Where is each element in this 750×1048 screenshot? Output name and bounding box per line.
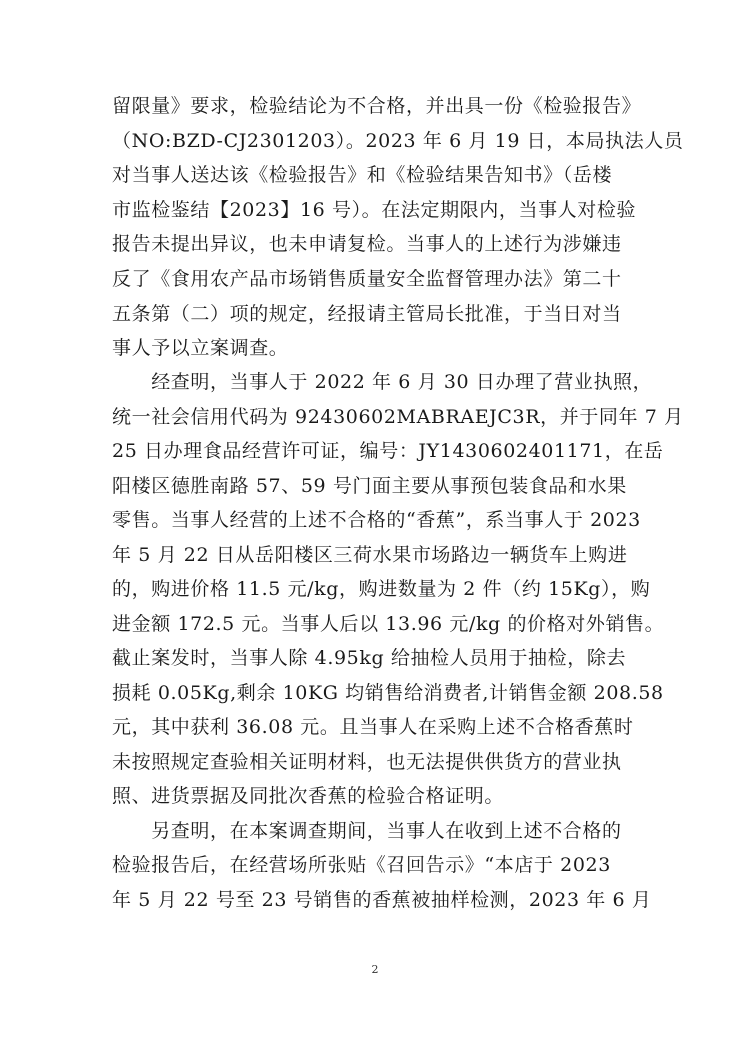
body-text-line: 截止案发时，当事人除 4.95kg 给抽检人员用于抽检，除去 [112,647,627,669]
body-text-line: 对当事人送达该《检验报告》和《检验结果告知书》（岳楼 [112,164,613,186]
page-number: 2 [371,963,379,976]
body-text-line: 照、进货票据及同批次香蕉的检验合格证明。 [112,785,505,807]
body-text-line: 阳楼区德胜南路 57、59 号门面主要从事预包装食品和水果 [112,475,627,497]
body-text-line: 年 5 月 22 号至 23 号销售的香蕉被抽样检测，2023 年 6 月 [112,889,652,911]
body-text-line: 的，购进价格 11.5 元/kg，购进数量为 2 件（约 15Kg），购 [112,578,651,600]
body-text-line: 另查明，在本案调查期间，当事人在收到上述不合格的 [112,820,622,842]
body-text-line: 统一社会信用代码为 92430602MABRAEJC3R，并于同年 7 月 [112,406,684,428]
body-text-line: （NO:BZD-CJ2301203）。2023 年 6 月 19 日，本局执法人员 [112,130,684,152]
body-text-line: 留限量》要求，检验结论为不合格，并出具一份《检验报告》 [112,95,642,117]
body-text-line: 25 日办理食品经营许可证，编号：JY14306024011​71，在岳 [112,440,664,462]
body-text-line: 年 5 月 22 日从岳阳楼区三荷水果市场路边一辆货车上购进 [112,544,628,566]
body-text-line: 报告未提出异议，也未申请复检。当事人的上述行为涉嫌违 [112,233,622,255]
body-text-line: 未按照规定查验相关证明材料，也无法提供供货方的营业执 [112,751,622,773]
body-text-line: 进金额 172.5 元。当事人后以 13.96 元/kg 的价格对外销售。 [112,613,665,635]
body-text-line: 市监检鉴结【2023】16 号）。在法定期限内，当事人对检验 [112,199,637,221]
body-text-line: 零售。当事人经营的上述不合格的“香蕉”，系当事人于 2023 [112,509,641,531]
body-text-line: 损耗 0.05Kg,剩余 10KG 均销售给消费者,计销售金额 208.58 [112,682,664,704]
body-text-line: 事人予以立案调查。 [112,337,289,359]
body-text-line: 五条第（二）项的规定，经报请主管局长批准，于当日对当 [112,303,622,325]
body-text-line: 反了《食用农产品市场销售质量安全监督管理办法》第二十 [112,268,622,290]
body-text-line: 元，其中获利 36.08 元。且当事人在采购上述不合格香蕉时 [112,716,634,738]
body-text-line: 检验报告后，在经营场所张贴《召回告示》“本店于 2023 [112,854,611,876]
body-text-line: 经查明，当事人于 2022 年 6 月 30 日办理了营业执照， [112,371,653,393]
